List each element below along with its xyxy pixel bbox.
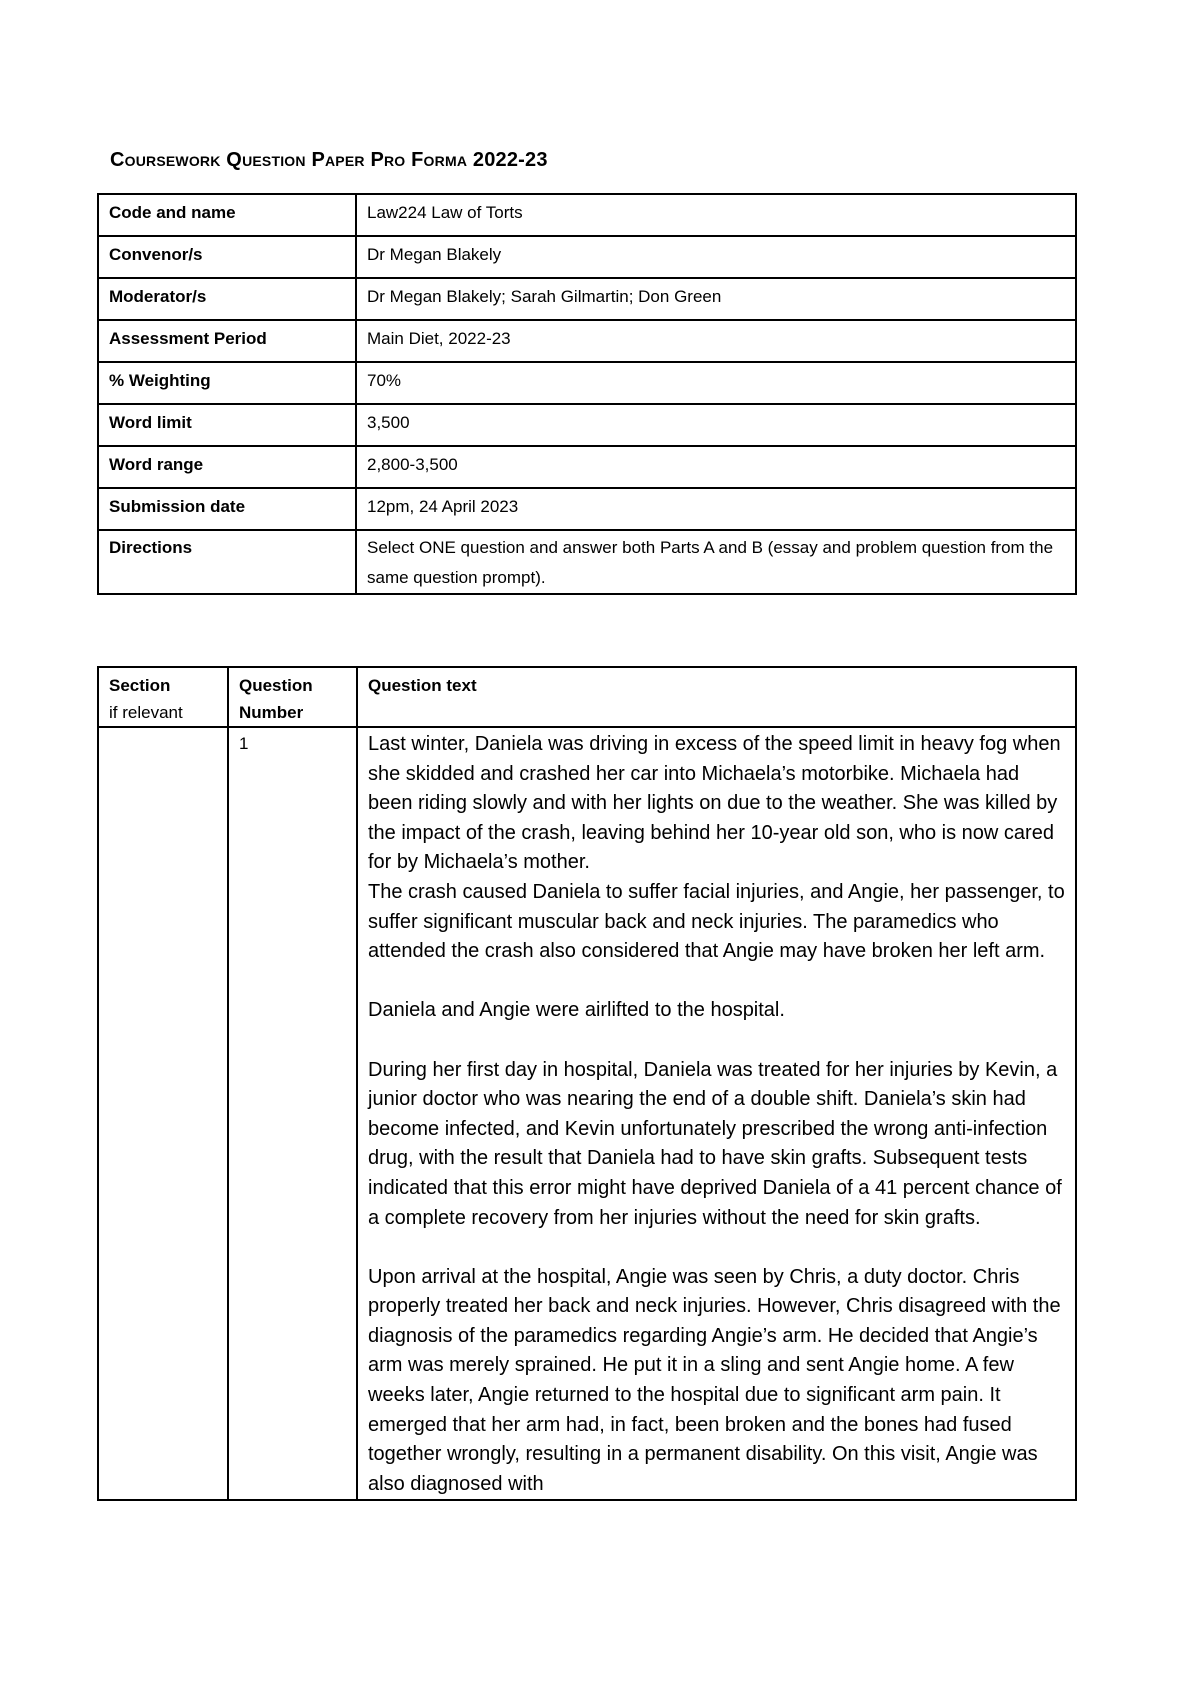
field-label: Word limit: [98, 404, 356, 446]
page-title: Coursework Question Paper Pro Forma 2022-23: [110, 149, 548, 171]
column-header-section: [98, 667, 228, 727]
field-value: Select ONE question and answer both Parts A and B (essay and problem question from the same question prompt).: [356, 530, 1076, 594]
field-label: % Weighting: [98, 362, 356, 404]
column-header-question-text: Question text: [357, 667, 1076, 727]
field-label: Submission date: [98, 488, 356, 530]
question-paragraph: Last winter, Daniela was driving in excess of the speed limit in heavy fog when she skidded and crashed her car into Michaela’s motorbike. Michaela had been riding slowly and with her lights on due to the weather. She was killed by the impact of the crash, leaving behind her 10-year old son, who is now cared for by Michaela’s mother.: [368, 733, 1061, 874]
table-header-row: [98, 667, 1076, 727]
field-label: Moderator/s: [98, 278, 356, 320]
question-paragraph: During her first day in hospital, Daniela was treated for her injuries by Kevin, a junior doctor who was nearing the end of a double shift. Daniela’s skin had become infected, and Kevin unfortunately prescribed the wrong anti-infection drug, with the result that Daniela had to have skin grafts. Subsequent tests indicated that this error might have deprived Daniela of a 41 percent chance of a complete recovery from her injuries without the need for skin grafts.: [368, 1058, 1062, 1229]
question-number-cell: 1: [228, 727, 357, 1500]
table-row: [98, 727, 1076, 1500]
field-label: Code and name: [98, 194, 356, 236]
field-label: Convenor/s: [98, 236, 356, 278]
table-row: [98, 446, 1076, 488]
field-value: 2,800-3,500: [356, 446, 1076, 488]
table-row: [98, 194, 1076, 236]
table-row: [98, 320, 1076, 362]
table-row: [98, 488, 1076, 530]
module-details-table: [97, 193, 1077, 595]
table-row: [98, 278, 1076, 320]
field-label: Directions: [98, 530, 356, 594]
section-cell: [98, 727, 228, 1500]
table-row: [98, 236, 1076, 278]
field-label: Word range: [98, 446, 356, 488]
question-paragraph: Daniela and Angie were airlifted to the hospital.: [368, 999, 785, 1022]
question-text-cell: [357, 727, 1076, 1500]
question-paragraph: The crash caused Daniela to suffer facial injuries, and Angie, her passenger, to suffer significant muscular back and neck injuries. The paramedics who attended the crash also considered that Angie may have broken her left arm.: [368, 880, 1065, 963]
field-value: Dr Megan Blakely; Sarah Gilmartin; Don Green: [356, 278, 1076, 320]
column-header-question-number: [228, 667, 357, 727]
table-row: [98, 362, 1076, 404]
field-value: 3,500: [356, 404, 1076, 446]
field-value: 70%: [356, 362, 1076, 404]
field-value: Law224 Law of Torts: [356, 194, 1076, 236]
field-value: Dr Megan Blakely: [356, 236, 1076, 278]
question-paragraph: Upon arrival at the hospital, Angie was seen by Chris, a duty doctor. Chris properly treated her back and neck injuries. However, Chris disagreed with the diagnosis of the paramedics regarding Angie’s arm. He decided that Angie’s arm was merely sprained. He put it in a sling and sent Angie home. A few weeks later, Angie returned to the hospital due to significant arm pain. It emerged that her arm had, in fact, been broken and the bones had fused together wrongly, resulting in a permanent disability. On this visit, Angie was also diagnosed with: [368, 1265, 1061, 1495]
field-label: Assessment Period: [98, 320, 356, 362]
header-label: Section: [109, 676, 171, 695]
header-sublabel: if relevant: [109, 703, 183, 722]
field-value: Main Diet, 2022-23: [356, 320, 1076, 362]
field-value: 12pm, 24 April 2023: [356, 488, 1076, 530]
question-table: [97, 666, 1077, 1501]
table-row: [98, 530, 1076, 594]
header-label: Number: [239, 703, 304, 722]
header-label: Question: [239, 676, 313, 695]
table-row: [98, 404, 1076, 446]
